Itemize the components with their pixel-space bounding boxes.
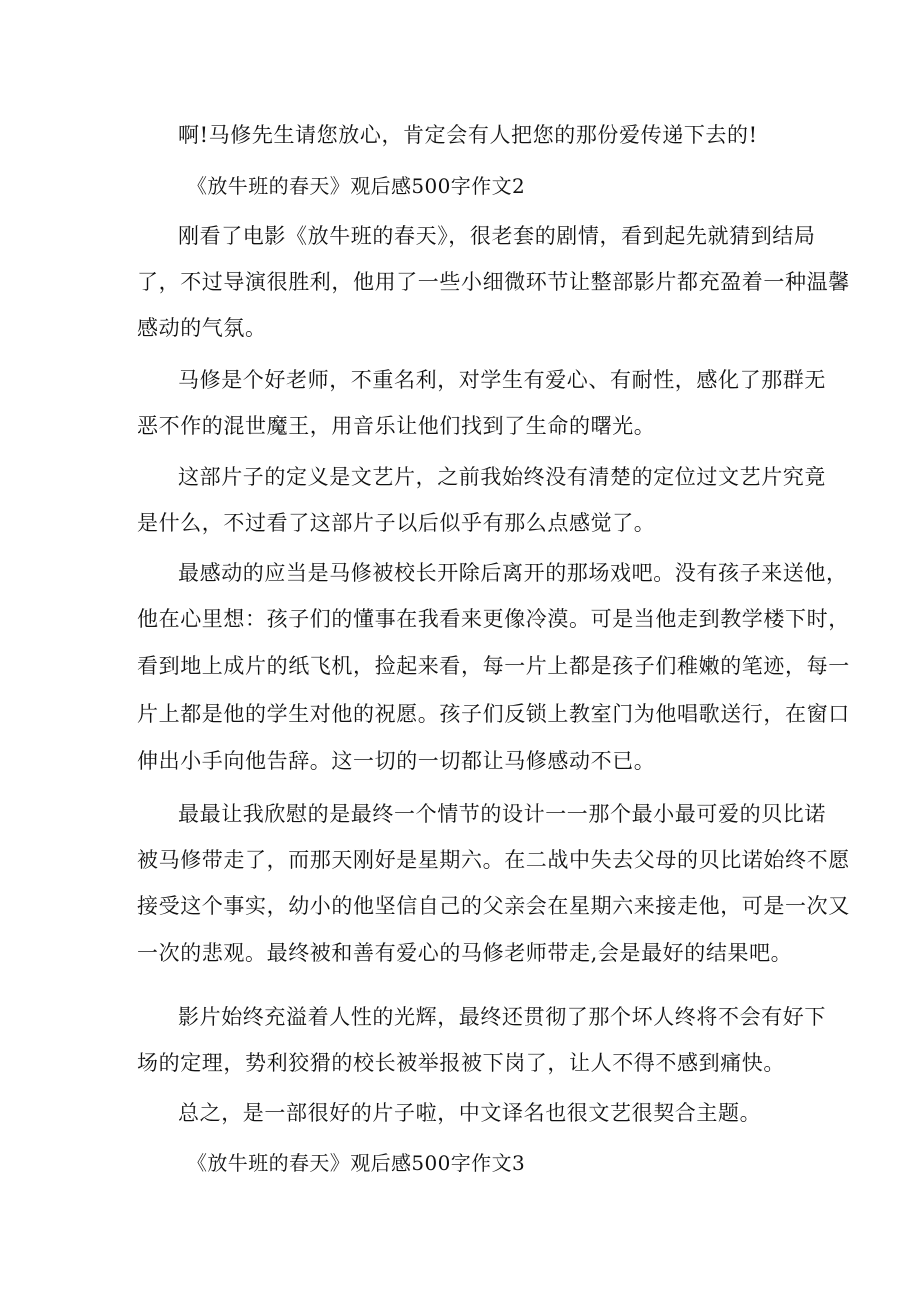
paragraph-line: 感动的气氛。 (137, 316, 267, 340)
paragraph-line: 最感动的应当是马修被校长开除后离开的那场戏吧。没有孩子来送他， (178, 561, 848, 585)
paragraph-line: 场的定理，势利狡猾的校长被举报被下岗了，让人不得不感到痛快。 (137, 1051, 785, 1075)
paragraph-line: 是什么，不过看了这部片子以后似乎有那么点感觉了。 (137, 511, 656, 535)
paragraph-line: 最最让我欣慰的是最终一个情节的设计一一那个最小最可爱的贝比诺 (178, 802, 826, 826)
paragraph-line: 片上都是他的学生对他的祝愿。孩子们反锁上教室门为他唱歌送行，在窗口 (137, 702, 850, 726)
paragraph-line: 伸出小手向他告辞。这一切的一切都让马修感动不已。 (137, 749, 656, 773)
paragraph-line: 了，不过导演很胜利，他用了一些小细微环节让整部影片都充盈着一种温馨 (137, 270, 850, 294)
paragraph-line: 总之，是一部很好的片子啦，中文译名也很文艺很契合主题。 (178, 1101, 762, 1125)
paragraph-line: 接受这个事实，幼小的他坚信自己的父亲会在星期六来接走他，可是一次又 (137, 894, 850, 918)
paragraph-line: 刚看了电影《放牛班的春天》，很老套的剧情，看到起先就猜到结局 (178, 224, 816, 248)
paragraph-line: 看到地上成片的纸飞机，捡起来看，每一片上都是孩子们稚嫩的笔迹，每一 (137, 654, 850, 678)
closing-line: 啊!马修先生请您放心，肯定会有人把您的那份爱传递下去的! (178, 123, 758, 147)
paragraph-line: 一次的悲观。最终被和善有爱心的马修老师带走,会是最好的结果吧。 (137, 941, 793, 965)
paragraph-line: 被马修带走了，而那天刚好是星期六。在二战中失去父母的贝比诺始终不愿 (137, 848, 850, 872)
paragraph-line: 恶不作的混世魔王，用音乐让他们找到了生命的曙光。 (137, 414, 656, 438)
paragraph-line: 影片始终充溢着人性的光辉，最终还贯彻了那个坏人终将不会有好下 (178, 1005, 826, 1029)
paragraph-line: 他在心里想：孩子们的懂事在我看来更像冷漠。可是当他走到教学楼下时， (137, 607, 850, 631)
section-heading-2: 《放牛班的春天》观后感500字作文2 (187, 174, 526, 198)
paragraph-line: 马修是个好老师，不重名利，对学生有爱心、有耐性，感化了那群无 (178, 368, 826, 392)
paragraph-line: 这部片子的定义是文艺片，之前我始终没有清楚的定位过文艺片究竟 (178, 465, 826, 489)
section-heading-3: 《放牛班的春天》观后感500字作文3 (187, 1151, 526, 1175)
